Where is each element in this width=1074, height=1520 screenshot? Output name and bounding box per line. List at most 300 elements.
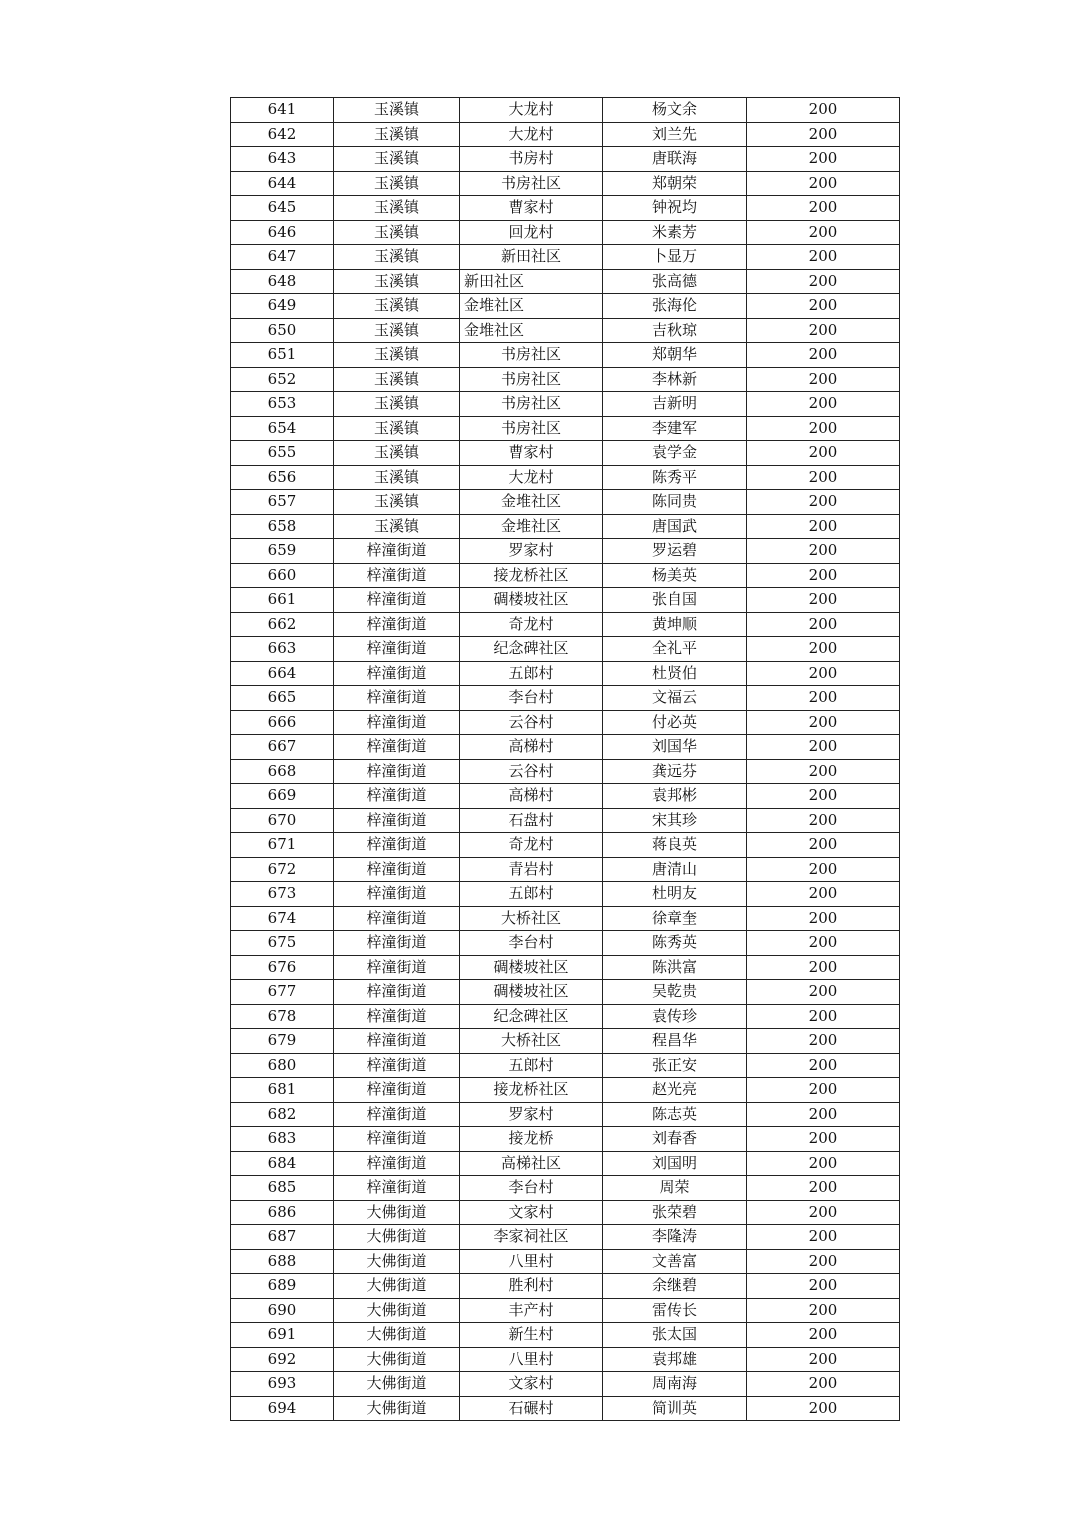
cell-number: 651 xyxy=(231,343,334,368)
table-row xyxy=(231,1200,900,1225)
cell-town: 玉溪镇 xyxy=(334,392,460,417)
table-row xyxy=(231,784,900,809)
table-row xyxy=(231,1274,900,1299)
cell-name: 米素芳 xyxy=(603,220,747,245)
cell-number: 644 xyxy=(231,171,334,196)
cell-town: 玉溪镇 xyxy=(334,514,460,539)
cell-number: 657 xyxy=(231,490,334,515)
cell-village: 金堆社区 xyxy=(460,514,603,539)
cell-name: 袁邦彬 xyxy=(603,784,747,809)
cell-amount: 200 xyxy=(747,612,900,637)
cell-number: 677 xyxy=(231,980,334,1005)
cell-number: 659 xyxy=(231,539,334,564)
cell-town: 梓潼街道 xyxy=(334,710,460,735)
cell-amount: 200 xyxy=(747,122,900,147)
cell-name: 龚远芬 xyxy=(603,759,747,784)
cell-name: 杜明友 xyxy=(603,882,747,907)
cell-town: 玉溪镇 xyxy=(334,343,460,368)
cell-town: 玉溪镇 xyxy=(334,98,460,123)
cell-amount: 200 xyxy=(747,955,900,980)
cell-town: 梓潼街道 xyxy=(334,1127,460,1152)
cell-town: 梓潼街道 xyxy=(334,882,460,907)
cell-name: 周南海 xyxy=(603,1372,747,1397)
cell-name: 吉新明 xyxy=(603,392,747,417)
cell-town: 玉溪镇 xyxy=(334,416,460,441)
cell-amount: 200 xyxy=(747,539,900,564)
cell-number: 673 xyxy=(231,882,334,907)
cell-village: 八里村 xyxy=(460,1347,603,1372)
cell-amount: 200 xyxy=(747,588,900,613)
table-row xyxy=(231,220,900,245)
cell-town: 梓潼街道 xyxy=(334,955,460,980)
cell-amount: 200 xyxy=(747,171,900,196)
cell-town: 大佛街道 xyxy=(334,1249,460,1274)
cell-name: 郑朝荣 xyxy=(603,171,747,196)
cell-name: 文福云 xyxy=(603,686,747,711)
recipient-table xyxy=(230,97,900,1421)
cell-amount: 200 xyxy=(747,906,900,931)
cell-village: 曹家村 xyxy=(460,441,603,466)
cell-town: 大佛街道 xyxy=(334,1347,460,1372)
cell-amount: 200 xyxy=(747,196,900,221)
cell-town: 玉溪镇 xyxy=(334,147,460,172)
cell-number: 670 xyxy=(231,808,334,833)
table-row xyxy=(231,637,900,662)
table-row xyxy=(231,465,900,490)
cell-village: 书房村 xyxy=(460,147,603,172)
cell-town: 梓潼街道 xyxy=(334,539,460,564)
cell-amount: 200 xyxy=(747,980,900,1005)
cell-town: 玉溪镇 xyxy=(334,122,460,147)
cell-amount: 200 xyxy=(747,1029,900,1054)
cell-number: 642 xyxy=(231,122,334,147)
cell-number: 645 xyxy=(231,196,334,221)
cell-number: 667 xyxy=(231,735,334,760)
table-row xyxy=(231,955,900,980)
table-row xyxy=(231,392,900,417)
cell-village: 金堆社区 xyxy=(460,294,603,319)
cell-name: 刘春香 xyxy=(603,1127,747,1152)
cell-town: 玉溪镇 xyxy=(334,245,460,270)
cell-town: 玉溪镇 xyxy=(334,367,460,392)
cell-village: 接龙桥 xyxy=(460,1127,603,1152)
cell-amount: 200 xyxy=(747,1102,900,1127)
cell-amount: 200 xyxy=(747,147,900,172)
cell-village: 八里村 xyxy=(460,1249,603,1274)
cell-name: 杜贤伯 xyxy=(603,661,747,686)
cell-amount: 200 xyxy=(747,735,900,760)
cell-number: 675 xyxy=(231,931,334,956)
cell-town: 梓潼街道 xyxy=(334,637,460,662)
cell-name: 罗运碧 xyxy=(603,539,747,564)
cell-number: 681 xyxy=(231,1078,334,1103)
cell-village: 石盘村 xyxy=(460,808,603,833)
cell-number: 678 xyxy=(231,1004,334,1029)
cell-number: 662 xyxy=(231,612,334,637)
cell-number: 650 xyxy=(231,318,334,343)
cell-amount: 200 xyxy=(747,318,900,343)
cell-number: 654 xyxy=(231,416,334,441)
cell-name: 余继碧 xyxy=(603,1274,747,1299)
table-row xyxy=(231,490,900,515)
cell-name: 赵光亮 xyxy=(603,1078,747,1103)
cell-name: 吴乾贵 xyxy=(603,980,747,1005)
cell-name: 周荣 xyxy=(603,1176,747,1201)
table-row xyxy=(231,857,900,882)
cell-amount: 200 xyxy=(747,882,900,907)
cell-name: 郑朝华 xyxy=(603,343,747,368)
cell-village: 奇龙村 xyxy=(460,833,603,858)
cell-amount: 200 xyxy=(747,1004,900,1029)
cell-amount: 200 xyxy=(747,441,900,466)
cell-number: 666 xyxy=(231,710,334,735)
cell-town: 玉溪镇 xyxy=(334,490,460,515)
cell-village: 碉楼坡社区 xyxy=(460,588,603,613)
cell-amount: 200 xyxy=(747,220,900,245)
cell-number: 692 xyxy=(231,1347,334,1372)
cell-village: 胜利村 xyxy=(460,1274,603,1299)
cell-number: 647 xyxy=(231,245,334,270)
cell-name: 袁传珍 xyxy=(603,1004,747,1029)
cell-amount: 200 xyxy=(747,343,900,368)
cell-number: 671 xyxy=(231,833,334,858)
cell-name: 张太国 xyxy=(603,1323,747,1348)
cell-village: 李家祠社区 xyxy=(460,1225,603,1250)
cell-village: 大桥社区 xyxy=(460,906,603,931)
cell-number: 655 xyxy=(231,441,334,466)
cell-village: 大龙村 xyxy=(460,122,603,147)
cell-town: 梓潼街道 xyxy=(334,1078,460,1103)
cell-amount: 200 xyxy=(747,1347,900,1372)
cell-town: 大佛街道 xyxy=(334,1396,460,1421)
cell-number: 653 xyxy=(231,392,334,417)
cell-amount: 200 xyxy=(747,514,900,539)
cell-name: 张海伦 xyxy=(603,294,747,319)
cell-town: 大佛街道 xyxy=(334,1200,460,1225)
cell-amount: 200 xyxy=(747,759,900,784)
cell-name: 袁学金 xyxy=(603,441,747,466)
table-row xyxy=(231,710,900,735)
cell-amount: 200 xyxy=(747,563,900,588)
cell-number: 680 xyxy=(231,1053,334,1078)
cell-town: 梓潼街道 xyxy=(334,857,460,882)
table-row xyxy=(231,1249,900,1274)
cell-amount: 200 xyxy=(747,392,900,417)
cell-town: 梓潼街道 xyxy=(334,931,460,956)
cell-number: 694 xyxy=(231,1396,334,1421)
table-row xyxy=(231,441,900,466)
cell-village: 纪念碑社区 xyxy=(460,637,603,662)
cell-number: 676 xyxy=(231,955,334,980)
cell-number: 652 xyxy=(231,367,334,392)
cell-name: 张自国 xyxy=(603,588,747,613)
cell-name: 张荣碧 xyxy=(603,1200,747,1225)
cell-name: 袁邦雄 xyxy=(603,1347,747,1372)
table-row xyxy=(231,98,900,123)
cell-town: 梓潼街道 xyxy=(334,563,460,588)
cell-amount: 200 xyxy=(747,1176,900,1201)
table-row xyxy=(231,196,900,221)
table-row xyxy=(231,1225,900,1250)
cell-town: 大佛街道 xyxy=(334,1323,460,1348)
cell-name: 文善富 xyxy=(603,1249,747,1274)
table-row xyxy=(231,1078,900,1103)
cell-amount: 200 xyxy=(747,465,900,490)
cell-number: 643 xyxy=(231,147,334,172)
cell-town: 大佛街道 xyxy=(334,1372,460,1397)
table-row xyxy=(231,661,900,686)
cell-village: 回龙村 xyxy=(460,220,603,245)
cell-town: 大佛街道 xyxy=(334,1274,460,1299)
cell-amount: 200 xyxy=(747,686,900,711)
table-body xyxy=(231,98,900,1421)
cell-amount: 200 xyxy=(747,367,900,392)
cell-village: 云谷村 xyxy=(460,759,603,784)
cell-amount: 200 xyxy=(747,1274,900,1299)
cell-town: 玉溪镇 xyxy=(334,441,460,466)
cell-amount: 200 xyxy=(747,784,900,809)
cell-amount: 200 xyxy=(747,416,900,441)
table-row xyxy=(231,1323,900,1348)
table-row xyxy=(231,588,900,613)
cell-village: 石碾村 xyxy=(460,1396,603,1421)
cell-village: 书房社区 xyxy=(460,171,603,196)
cell-number: 691 xyxy=(231,1323,334,1348)
cell-town: 玉溪镇 xyxy=(334,294,460,319)
cell-village: 丰产村 xyxy=(460,1298,603,1323)
cell-village: 新田社区 xyxy=(460,245,603,270)
cell-amount: 200 xyxy=(747,1323,900,1348)
cell-name: 刘国华 xyxy=(603,735,747,760)
cell-village: 新生村 xyxy=(460,1323,603,1348)
table-row xyxy=(231,1347,900,1372)
cell-village: 云谷村 xyxy=(460,710,603,735)
cell-number: 683 xyxy=(231,1127,334,1152)
cell-village: 书房社区 xyxy=(460,392,603,417)
table-row xyxy=(231,1127,900,1152)
table-row xyxy=(231,833,900,858)
cell-village: 大龙村 xyxy=(460,98,603,123)
cell-village: 曹家村 xyxy=(460,196,603,221)
cell-name: 黄坤顺 xyxy=(603,612,747,637)
cell-amount: 200 xyxy=(747,1127,900,1152)
cell-village: 金堆社区 xyxy=(460,318,603,343)
recipient-table-container xyxy=(230,97,900,1421)
cell-number: 646 xyxy=(231,220,334,245)
table-row xyxy=(231,539,900,564)
table-row xyxy=(231,294,900,319)
cell-town: 梓潼街道 xyxy=(334,1102,460,1127)
cell-amount: 200 xyxy=(747,490,900,515)
cell-amount: 200 xyxy=(747,1200,900,1225)
cell-amount: 200 xyxy=(747,808,900,833)
cell-name: 陈秀平 xyxy=(603,465,747,490)
cell-amount: 200 xyxy=(747,1396,900,1421)
table-row xyxy=(231,1176,900,1201)
table-row xyxy=(231,1004,900,1029)
cell-town: 大佛街道 xyxy=(334,1298,460,1323)
cell-name: 陈秀英 xyxy=(603,931,747,956)
cell-number: 660 xyxy=(231,563,334,588)
cell-number: 656 xyxy=(231,465,334,490)
cell-town: 玉溪镇 xyxy=(334,465,460,490)
cell-village: 五郎村 xyxy=(460,1053,603,1078)
cell-name: 程昌华 xyxy=(603,1029,747,1054)
cell-amount: 200 xyxy=(747,1372,900,1397)
cell-village: 碉楼坡社区 xyxy=(460,955,603,980)
cell-number: 664 xyxy=(231,661,334,686)
cell-amount: 200 xyxy=(747,661,900,686)
table-row xyxy=(231,808,900,833)
cell-number: 668 xyxy=(231,759,334,784)
table-row xyxy=(231,343,900,368)
cell-number: 686 xyxy=(231,1200,334,1225)
cell-town: 梓潼街道 xyxy=(334,1004,460,1029)
cell-name: 张正安 xyxy=(603,1053,747,1078)
cell-village: 书房社区 xyxy=(460,367,603,392)
cell-village: 大龙村 xyxy=(460,465,603,490)
table-row xyxy=(231,1053,900,1078)
cell-amount: 200 xyxy=(747,1053,900,1078)
cell-town: 梓潼街道 xyxy=(334,784,460,809)
cell-number: 682 xyxy=(231,1102,334,1127)
cell-number: 641 xyxy=(231,98,334,123)
cell-village: 五郎村 xyxy=(460,882,603,907)
cell-name: 卜显万 xyxy=(603,245,747,270)
cell-town: 梓潼街道 xyxy=(334,1151,460,1176)
cell-village: 高梯社区 xyxy=(460,1151,603,1176)
cell-number: 693 xyxy=(231,1372,334,1397)
table-row xyxy=(231,147,900,172)
cell-name: 唐清山 xyxy=(603,857,747,882)
table-row xyxy=(231,416,900,441)
table-row xyxy=(231,612,900,637)
table-row xyxy=(231,735,900,760)
cell-number: 672 xyxy=(231,857,334,882)
cell-amount: 200 xyxy=(747,833,900,858)
cell-village: 碉楼坡社区 xyxy=(460,980,603,1005)
table-row xyxy=(231,931,900,956)
cell-town: 梓潼街道 xyxy=(334,1053,460,1078)
cell-number: 665 xyxy=(231,686,334,711)
cell-number: 688 xyxy=(231,1249,334,1274)
cell-name: 宋其珍 xyxy=(603,808,747,833)
table-row xyxy=(231,686,900,711)
cell-village: 高梯村 xyxy=(460,735,603,760)
cell-name: 吉秋琼 xyxy=(603,318,747,343)
cell-amount: 200 xyxy=(747,710,900,735)
table-row xyxy=(231,980,900,1005)
table-row xyxy=(231,171,900,196)
cell-name: 雷传长 xyxy=(603,1298,747,1323)
cell-name: 刘国明 xyxy=(603,1151,747,1176)
table-row xyxy=(231,367,900,392)
cell-village: 青岩村 xyxy=(460,857,603,882)
cell-name: 钟祝均 xyxy=(603,196,747,221)
cell-village: 罗家村 xyxy=(460,1102,603,1127)
cell-number: 648 xyxy=(231,269,334,294)
cell-name: 杨文余 xyxy=(603,98,747,123)
cell-amount: 200 xyxy=(747,637,900,662)
cell-amount: 200 xyxy=(747,245,900,270)
table-row xyxy=(231,1151,900,1176)
cell-number: 649 xyxy=(231,294,334,319)
cell-name: 陈同贵 xyxy=(603,490,747,515)
cell-number: 684 xyxy=(231,1151,334,1176)
cell-name: 简训英 xyxy=(603,1396,747,1421)
cell-village: 接龙桥社区 xyxy=(460,1078,603,1103)
table-row xyxy=(231,1102,900,1127)
cell-number: 687 xyxy=(231,1225,334,1250)
cell-name: 付必英 xyxy=(603,710,747,735)
cell-amount: 200 xyxy=(747,1249,900,1274)
cell-town: 玉溪镇 xyxy=(334,196,460,221)
cell-village: 文家村 xyxy=(460,1372,603,1397)
cell-town: 梓潼街道 xyxy=(334,686,460,711)
cell-town: 梓潼街道 xyxy=(334,808,460,833)
cell-village: 奇龙村 xyxy=(460,612,603,637)
cell-name: 李隆涛 xyxy=(603,1225,747,1250)
cell-name: 全礼平 xyxy=(603,637,747,662)
cell-town: 梓潼街道 xyxy=(334,980,460,1005)
cell-name: 刘兰先 xyxy=(603,122,747,147)
cell-town: 梓潼街道 xyxy=(334,1029,460,1054)
cell-town: 梓潼街道 xyxy=(334,735,460,760)
cell-village: 高梯村 xyxy=(460,784,603,809)
cell-village: 书房社区 xyxy=(460,416,603,441)
cell-town: 梓潼街道 xyxy=(334,833,460,858)
cell-town: 大佛街道 xyxy=(334,1225,460,1250)
cell-village: 接龙桥社区 xyxy=(460,563,603,588)
cell-town: 玉溪镇 xyxy=(334,220,460,245)
cell-village: 大桥社区 xyxy=(460,1029,603,1054)
cell-number: 658 xyxy=(231,514,334,539)
cell-name: 唐国武 xyxy=(603,514,747,539)
table-row xyxy=(231,882,900,907)
table-row xyxy=(231,759,900,784)
cell-number: 669 xyxy=(231,784,334,809)
cell-number: 663 xyxy=(231,637,334,662)
cell-name: 唐联海 xyxy=(603,147,747,172)
cell-amount: 200 xyxy=(747,294,900,319)
table-row xyxy=(231,1372,900,1397)
cell-village: 纪念碑社区 xyxy=(460,1004,603,1029)
cell-village: 书房社区 xyxy=(460,343,603,368)
table-row xyxy=(231,269,900,294)
cell-village: 文家村 xyxy=(460,1200,603,1225)
cell-number: 689 xyxy=(231,1274,334,1299)
cell-amount: 200 xyxy=(747,1225,900,1250)
cell-amount: 200 xyxy=(747,269,900,294)
cell-amount: 200 xyxy=(747,1151,900,1176)
table-row xyxy=(231,245,900,270)
cell-name: 李建军 xyxy=(603,416,747,441)
cell-name: 徐章奎 xyxy=(603,906,747,931)
cell-town: 梓潼街道 xyxy=(334,661,460,686)
cell-amount: 200 xyxy=(747,931,900,956)
cell-village: 金堆社区 xyxy=(460,490,603,515)
table-row xyxy=(231,1029,900,1054)
cell-village: 新田社区 xyxy=(460,269,603,294)
cell-name: 陈志英 xyxy=(603,1102,747,1127)
cell-number: 674 xyxy=(231,906,334,931)
cell-name: 李林新 xyxy=(603,367,747,392)
cell-number: 690 xyxy=(231,1298,334,1323)
table-row xyxy=(231,122,900,147)
cell-amount: 200 xyxy=(747,857,900,882)
table-row xyxy=(231,1396,900,1421)
table-row xyxy=(231,1298,900,1323)
